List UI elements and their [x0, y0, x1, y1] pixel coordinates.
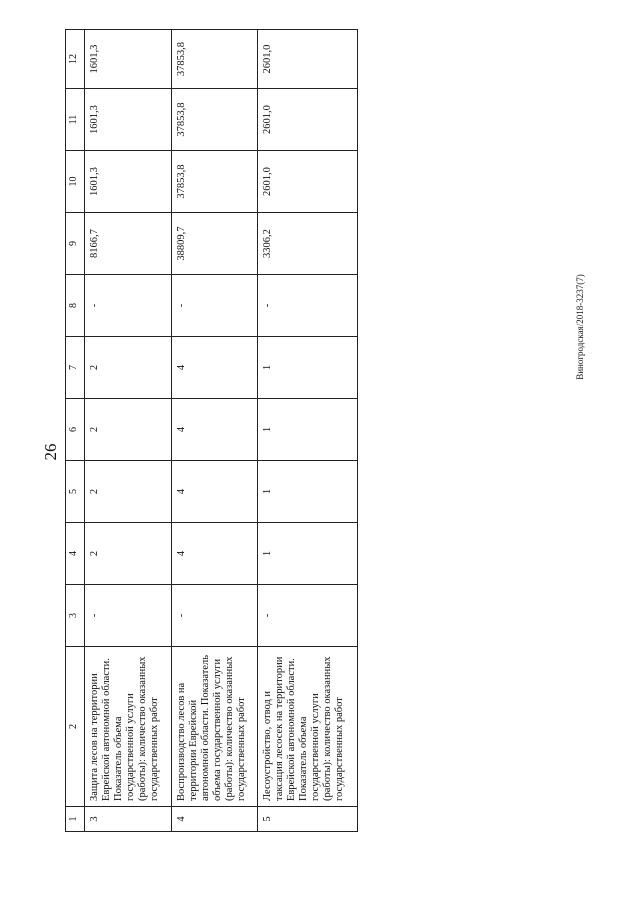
table-cell: 1601,3: [85, 151, 172, 213]
header-cell: 2: [66, 647, 85, 807]
table-row: [258, 30, 358, 832]
table-cell: 2601,0: [258, 30, 358, 89]
table-cell: 38809,7: [171, 213, 258, 275]
table-cell: -: [171, 275, 258, 337]
row-number: 4: [171, 807, 258, 832]
rotated-table-container: [65, 30, 358, 832]
table-cell: 4: [171, 399, 258, 461]
table-cell: 2601,0: [258, 89, 358, 151]
table-cell: 8166,7: [85, 213, 172, 275]
table-cell: 37853,8: [171, 151, 258, 213]
header-row: [66, 30, 85, 832]
table-cell: 2: [85, 399, 172, 461]
table-cell: 2601,0: [258, 151, 358, 213]
page-number: 26: [41, 443, 60, 461]
table-cell: 37853,8: [171, 89, 258, 151]
header-cell: 6: [66, 399, 85, 461]
table-cell: 2: [85, 523, 172, 585]
table-cell: 1: [258, 337, 358, 399]
table-cell: 4: [171, 523, 258, 585]
table-cell: 2: [85, 461, 172, 523]
table-cell: -: [171, 585, 258, 647]
table-cell: -: [258, 585, 358, 647]
header-cell: 1: [66, 807, 85, 832]
table-row: [85, 30, 172, 832]
data-table: [65, 30, 358, 832]
header-cell: 5: [66, 461, 85, 523]
table-cell: -: [85, 585, 172, 647]
table-cell: 1: [258, 399, 358, 461]
table-cell: 1601,3: [85, 89, 172, 151]
table-cell: 1601,3: [85, 30, 172, 89]
row-description: Лесоустройство, отвод и таксация лесосек на территории Еврейской автономной области. Показатель объема государственной услуги (работы): количество оказанных государственных работ: [258, 647, 358, 807]
document-code: Виногродская/2018-3237(7): [575, 274, 585, 380]
header-cell: 11: [66, 89, 85, 151]
row-description: Защита лесов на территории Еврейской автономной области. Показатель объема государственной услуги (работы): количество оказанных государственных работ: [85, 647, 172, 807]
header-cell: 9: [66, 213, 85, 275]
header-cell: 7: [66, 337, 85, 399]
header-cell: 12: [66, 30, 85, 89]
table-cell: 4: [171, 337, 258, 399]
header-cell: 4: [66, 523, 85, 585]
row-number: 3: [85, 807, 172, 832]
row-description: Воспроизводство лесов на территории Еврейской автономной области. Показатель объема государственной услуги (работы): количество оказанных государственных работ: [171, 647, 258, 807]
table-row: [171, 30, 258, 832]
table-cell: 1: [258, 461, 358, 523]
table-cell: -: [85, 275, 172, 337]
table-cell: 2: [85, 337, 172, 399]
header-cell: 10: [66, 151, 85, 213]
table-cell: 1: [258, 523, 358, 585]
header-cell: 8: [66, 275, 85, 337]
table-cell: 4: [171, 461, 258, 523]
table-cell: -: [258, 275, 358, 337]
table-cell: 3306,2: [258, 213, 358, 275]
table-cell: 37853,8: [171, 30, 258, 89]
row-number: 5: [258, 807, 358, 832]
header-cell: 3: [66, 585, 85, 647]
